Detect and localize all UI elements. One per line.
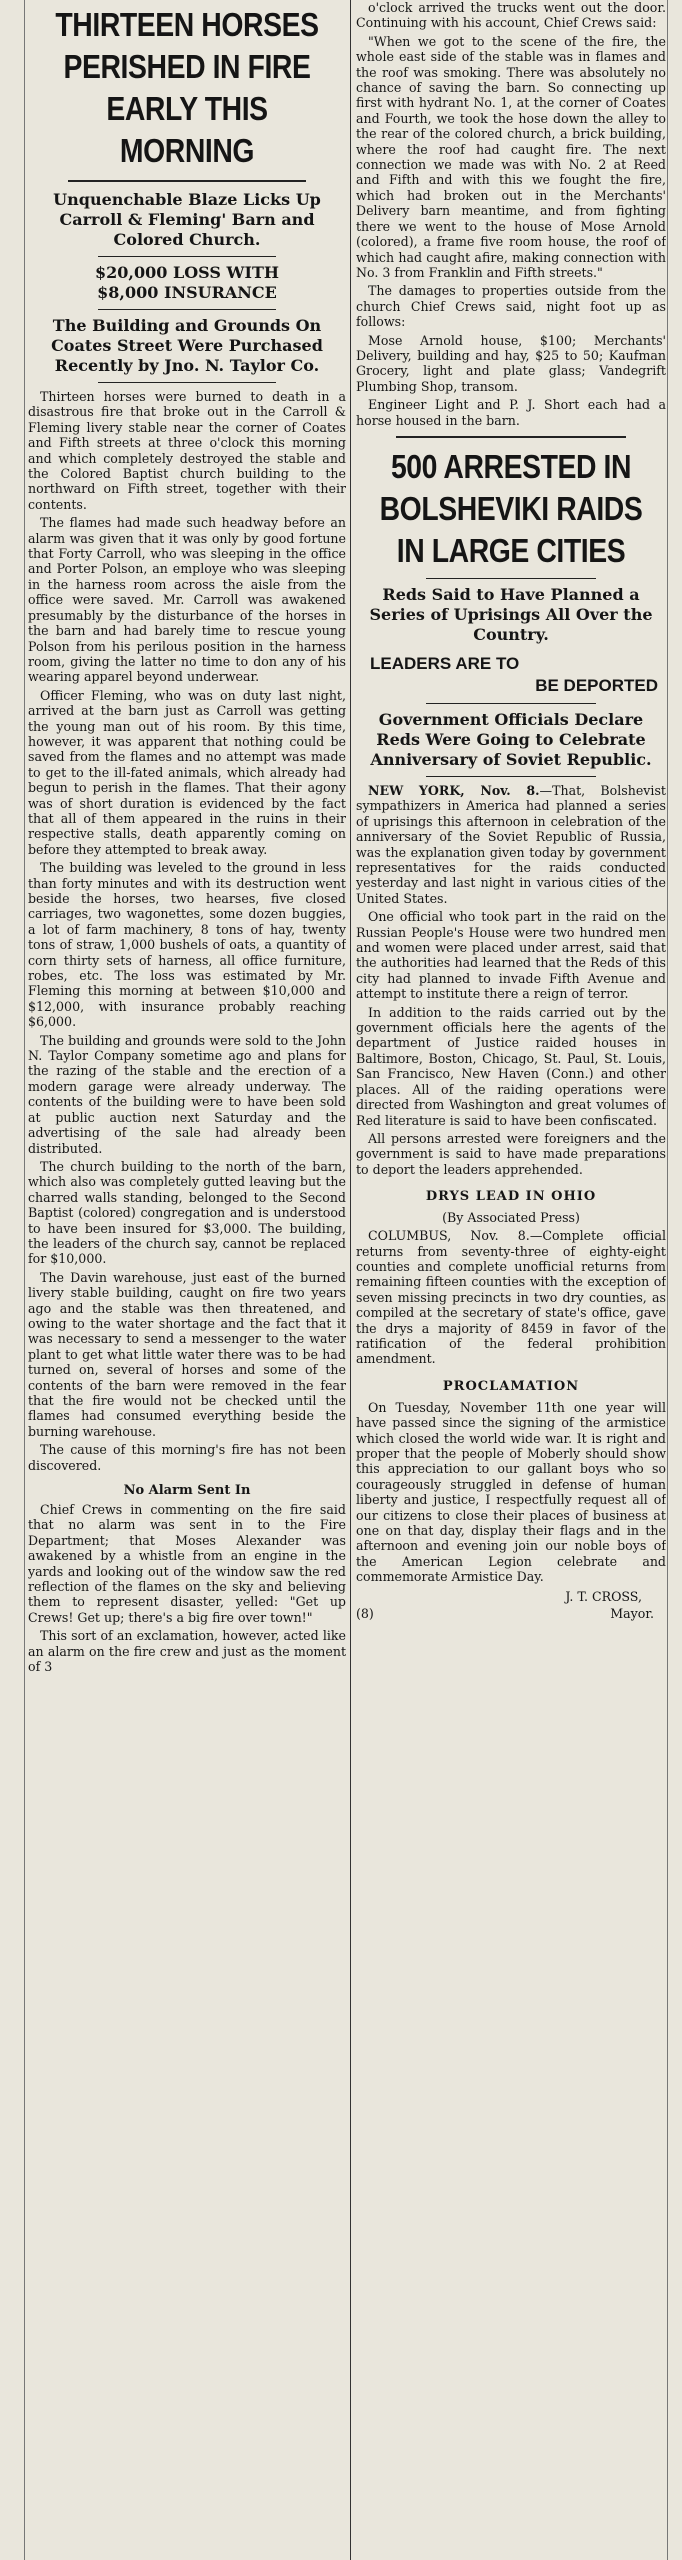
raids-headline-line: 500 ARRESTED IN	[390, 447, 632, 485]
article-paragraph: "When we got to the scene of the fire, the whole east side of the stable was in flames and the roof was smoking. There was absolutely no chance of saving the barn. So connecting up first with hydrant No. 1, at the corner of Coates and Fourth, we took the hose down the alley to the rear of the colored church, a brick building, where the roof had caught fire. The next connection we made was with No. 2 at Reed and Fifth and with this we fought the fire, which had broken out in the Merchants' Delivery barn meantime, and from fighting there we went to the house of Mose Arnold (colored), a frame five room house, the roof of which had caught afire, making connection with No. 3 from Franklin and Fifth streets."	[356, 33, 666, 280]
section-rule	[396, 436, 626, 438]
right-page-edge	[667, 0, 682, 2560]
drys-body: COLUMBUS, Nov. 8.—Complete official returns from seventy-three of eighty-eight counties and complete unofficial returns from remaining fifteen counties with the exception of seven missing precincts in two dry counties, as compiled at the secretary of state's office, gave the drys a majority of 8459 in favor of the ratification of the federal prohibition amendment.	[356, 1228, 666, 1367]
proclamation-signer: J. T. CROSS,	[565, 1588, 642, 1604]
article-paragraph: This sort of an exclamation, however, acted like an alarm on the fire crew and just as the moment of 3	[28, 1628, 346, 1675]
raids-deck-a: Reds Said to Have Planned a Series of Uprisings All Over the Country.	[369, 584, 653, 644]
fire-headline-line: PERISHED IN FIRE	[63, 48, 311, 85]
drys-title: DRYS LEAD IN OHIO	[425, 1189, 597, 1205]
headline-rule	[68, 180, 306, 182]
article-paragraph: The flames had made such headway before an alarm was given that it was only by good fortune that Forty Carroll, who was sleeping in the office and Porter Polson, an employe who was sleeping in the harness room across the aisle from the office were saved. Mr. Carroll was awakened presumably by the disturbance of the horses in the barn and had barely time to rescue young Polson from his perilous position in the harness room, giving the latter no time to don any of his wearing apparel beyond underwear.	[28, 515, 346, 685]
fire-deck-1: Unquenchable Blaze Licks Up Carroll & Fleming' Barn and Colored Church.	[53, 190, 321, 249]
deck-rule	[426, 578, 596, 579]
dateline-text: —That, Bolshevist sympathizers in America had planned a series of uprisings this afternoon in celebration of the anniversary of the Soviet Republic of Russia, was the explanation given today by government representatives for the raids conducted yesterday and last night in various cities of the United States.	[356, 782, 666, 906]
proclamation-footer	[356, 1606, 666, 1621]
raids-deck-b-line: BE DEPORTED	[535, 675, 658, 695]
article-paragraph: Thirteen horses were burned to death in a disastrous fire that broke out in the Carroll & Fleming livery stable near the corner of Coates and Fifth streets at three o'clock this morning and which completely destroyed the stable and the Colored Baptist church building to the northward on Fifth street, together with their contents.	[28, 389, 346, 512]
raids-deck-b-line: LEADERS ARE TO	[370, 653, 520, 673]
deck-rule	[98, 382, 276, 383]
proclamation-title: PROCLAMATION	[442, 1378, 580, 1394]
deck-rule	[98, 256, 276, 257]
fire-deck-2-line: $8,000 INSURANCE	[97, 283, 277, 302]
left-column	[28, 0, 346, 2560]
fire-deck-2-line: $20,000 LOSS WITH	[95, 263, 279, 282]
proclamation-signer-title: Mayor.	[610, 1605, 654, 1621]
fire-deck-3: The Building and Grounds On Coates Street Were Purchased Recently by Jno. N. Taylor Co.	[51, 316, 323, 375]
raids-headline	[378, 446, 645, 572]
dateline: NEW YORK, Nov. 8.	[368, 782, 540, 798]
article-paragraph: The damages to properties outside from the church Chief Crews said, night foot up as follows:	[356, 283, 666, 330]
article-paragraph	[356, 783, 666, 906]
raids-headline-line: BOLSHEVIKI RAIDS	[379, 489, 643, 527]
article-paragraph: The building was leveled to the ground in less than forty minutes and with its destruction went beside the horses, two hearses, five closed carriages, two wagonettes, some dozen buggies, a lot of farm machinery, 8 tons of hay, twenty tons of straw, 1,000 bushels of oats, a quantity of corn thirty sets of harness, all office furniture, robes, etc. The loss was estimated by Mr. Fleming this morning at between $10,000 and $12,000, with insurance probably reaching $6,000.	[28, 860, 346, 1030]
article-paragraph: Mose Arnold house, $100; Merchants' Delivery, building and hay, $25 to 50; Kaufman Grocery, light and plate glass; Vandegrift Plumbing Shop, transom.	[356, 332, 666, 394]
article-paragraph: In addition to the raids carried out by the government officials here the agents of the department of Justice raided houses in Baltimore, Boston, Chicago, St. Paul, St. Louis, San Francisco, New Haven (Conn.) and other places. All of the raiding operations were directed from Washington and great volumes of Red literature is said to have been confiscated.	[356, 1004, 666, 1128]
deck-rule	[98, 309, 276, 310]
left-page-edge	[0, 0, 25, 2560]
proclamation-number: (8)	[356, 1605, 374, 1621]
article-paragraph: Officer Fleming, who was on duty last night, arrived at the barn just as Carroll was getting the young man out of his room. By this time, however, it was apparent that nothing could be saved from the flames and no attempt was made to get to the ill-fated animals, which already had begun to perish in the flames. That their agony was of short duration is evidenced by the fact that all of them appeared in the ruins in their respective stalls, death apparently coming on before they attempted to break away.	[28, 687, 346, 857]
article-paragraph: o'clock arrived the trucks went out the door. Continuing with his account, Chief Crews said:	[356, 0, 666, 31]
fire-headline-line: EARLY THIS MORNING	[106, 90, 268, 169]
deck-rule	[426, 703, 596, 704]
article-paragraph: The Davin warehouse, just east of the burned livery stable building, caught on fire two years ago and the stable was then threatened, and owing to the water shortage and the fact that it was necessary to send a messenger to the water plant to get what little water there was to be had turned on, several of horses and some of the contents of the barn were removed in the fear that the fire would not be checked until the flames had consumed everything beside the burning warehouse.	[28, 1269, 346, 1439]
article-paragraph: One official who took part in the raid on the Russian People's House were two hundred men and women were placed under arrest, said that the authorities had learned that the Reds of this city had planned to invade Fifth Avenue and attempt to institute there a reign of terror.	[356, 909, 666, 1002]
article-paragraph: Chief Crews in commenting on the fire said that no alarm was sent in to the Fire Department; that Moses Alexander was awakened by a whistle from an engine in the yards and looking out of the window saw the red reflection of the flames on the sky and believing them to represent disaster, yelled: "Get up Crews! Get up; there's a big fire over town!"	[28, 1502, 346, 1625]
drys-source: (By Associated Press)	[442, 1210, 580, 1226]
fire-deck-2	[28, 263, 346, 303]
article-paragraph: The church building to the north of the barn, which also was completely gutted leaving but the charred walls standing, belonged to the Second Baptist (colored) congregation and is understood to have been insured for $3,000. The building, the leaders of the church say, cannot be replaced for $10,000.	[28, 1158, 346, 1267]
no-alarm-subhead: No Alarm Sent In	[123, 1483, 251, 1499]
deck-rule	[426, 776, 596, 777]
article-paragraph: The cause of this morning's fire has not been discovered.	[28, 1442, 346, 1473]
raids-deck-c: Government Officials Declare Reds Were Going to Celebrate Anniversary of Soviet Republic.	[370, 709, 652, 769]
right-column	[356, 0, 666, 2560]
fire-headline	[50, 4, 323, 172]
proclamation-body: On Tuesday, November 11th one year will have passed since the signing of the armistice which closed the world wide war. It is right and proper that the people of Moberly should show this appreciation to our gallant boys who so courageously struggled in defense of human liberty and justice, I respectfully request all of our citizens to close their places of business at one on that day, display their flags and in the afternoon and evening join our noble boys of the American Legion celebrate and commemorate Armistice Day.	[356, 1399, 666, 1585]
article-paragraph: Engineer Light and P. J. Short each had a horse housed in the barn.	[356, 397, 666, 428]
column-rule	[350, 0, 351, 2560]
raids-headline-line: IN LARGE CITIES	[396, 531, 626, 569]
article-paragraph: All persons arrested were foreigners and the government is said to have made preparations to deport the leaders apprehended.	[356, 1130, 666, 1177]
article-paragraph: The building and grounds were sold to the John N. Taylor Company sometime ago and plans for the razing of the stable and the erection of a modern garage were already underway. The contents of the building were to have been sold at public auction next Saturday and the advertising of the sale had already been distributed.	[28, 1032, 346, 1156]
fire-headline-line: THIRTEEN HORSES	[55, 6, 319, 43]
